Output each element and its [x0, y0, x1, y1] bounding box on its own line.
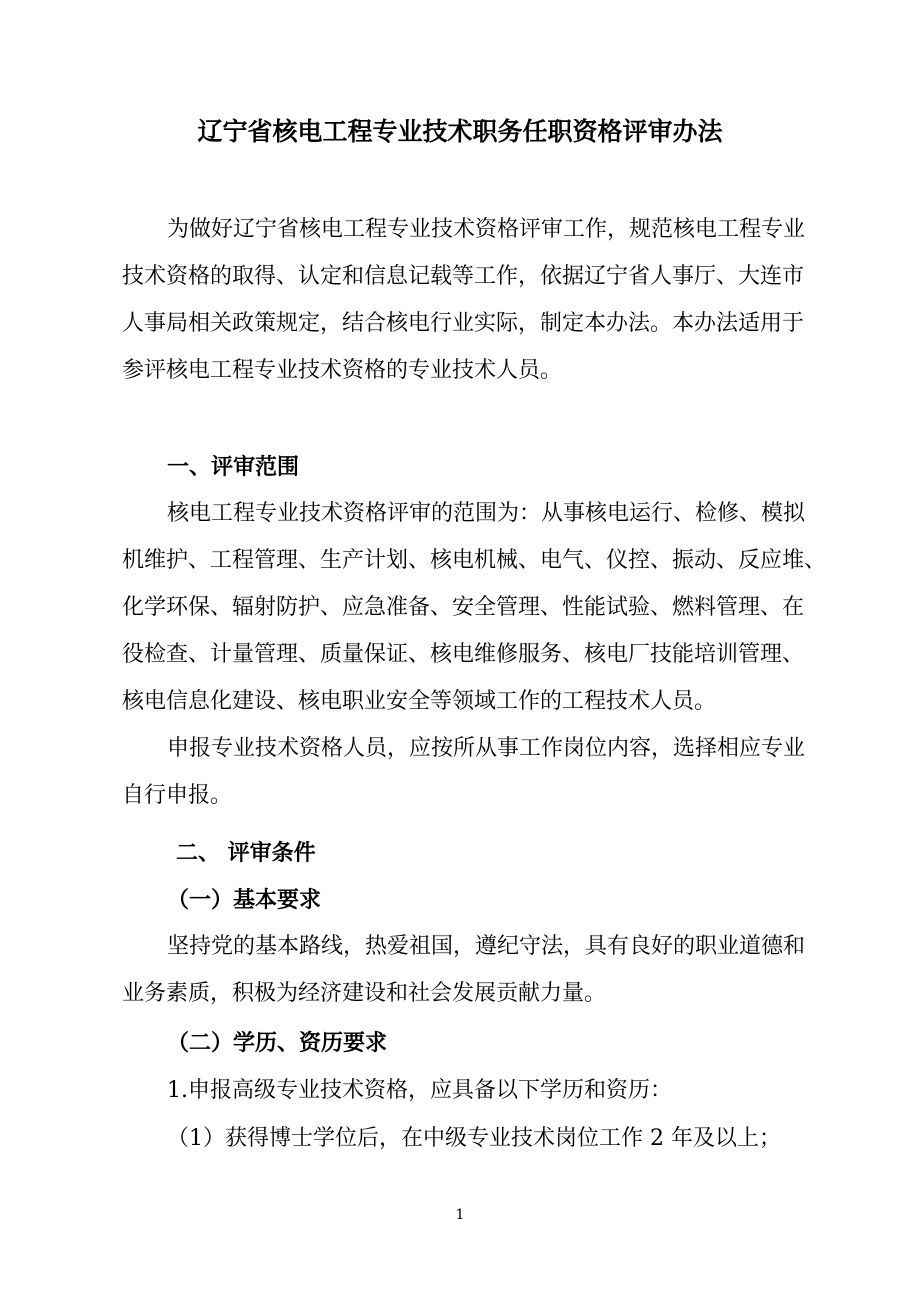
- subsection-heading: （一）基本要求: [167, 887, 322, 913]
- paragraph-line: 役检查、计量管理、质量保证、核电维修服务、核电厂技能培训管理、: [122, 642, 805, 667]
- section-heading: 一、评审范围: [167, 454, 300, 480]
- subsection-heading: （二）学历、资历要求: [167, 1030, 388, 1056]
- paragraph-line: 自行申报。: [122, 783, 233, 808]
- paragraph-line: 核电信息化建设、核电职业安全等领域工作的工程技术人员。: [122, 689, 717, 714]
- intro-line: 技术资格的取得、认定和信息记载等工作，依据辽宁省人事厅、大连市: [122, 264, 805, 289]
- paragraph-line: 业务素质，积极为经济建设和社会发展贡献力量。: [122, 981, 607, 1006]
- paragraph-line: 申报专业技术资格人员，应按所从事工作岗位内容，选择相应专业: [167, 736, 806, 761]
- section-heading: 二、 评审条件: [176, 840, 316, 866]
- intro-line: 参评核电工程专业技术资格的专业技术人员。: [122, 358, 563, 383]
- list-item: 1.申报高级专业技术资格，应具备以下学历和资历：: [167, 1078, 672, 1103]
- page-number: 1: [455, 1207, 465, 1223]
- paragraph-line: 核电工程专业技术资格评审的范围为：从事核电运行、检修、模拟: [167, 501, 806, 526]
- intro-line: 为做好辽宁省核电工程专业技术资格评审工作，规范核电工程专业: [167, 217, 806, 242]
- paragraph-line: 化学环保、辐射防护、应急准备、安全管理、性能试验、燃料管理、在: [122, 595, 805, 620]
- document-title: 辽宁省核电工程专业技术职务任职资格评审办法: [197, 117, 723, 146]
- paragraph-line: 机维护、工程管理、生产计划、核电机械、电气、仪控、振动、反应堆、: [122, 548, 827, 573]
- list-item: （1）获得博士学位后，在中级专业技术岗位工作 2 年及以上；: [167, 1126, 781, 1151]
- paragraph-line: 坚持党的基本路线，热爱祖国，遵纪守法，具有良好的职业道德和: [167, 934, 806, 959]
- intro-line: 人事局相关政策规定，结合核电行业实际，制定本办法。本办法适用于: [122, 311, 805, 336]
